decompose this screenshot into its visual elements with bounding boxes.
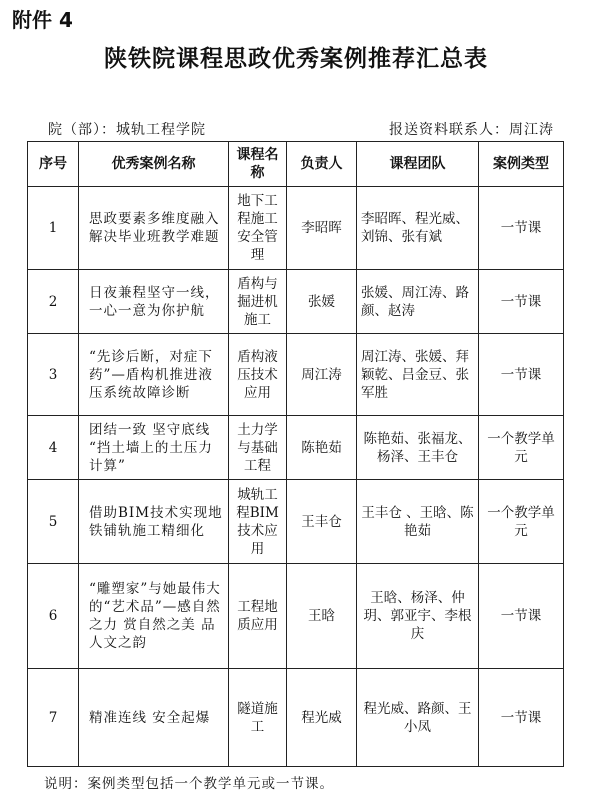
cell-team: 王晗、杨泽、仲玥、郭亚宇、李根庆: [357, 564, 479, 669]
cell-case-name: 借助BIM技术实现地铁铺轨施工精细化: [79, 480, 229, 564]
cell-index: 6: [28, 564, 79, 669]
cell-team: 陈艳茹、张福龙、 杨泽、王丰仓: [357, 416, 479, 480]
cell-case-name: “雕塑家”与她最伟大的“艺术品”—感自然之力 赏自然之美 品人文之韵: [79, 564, 229, 669]
cell-team: 周江涛、张媛、拜颖乾、吕金豆、张军胜: [357, 334, 479, 416]
header-case-name: 优秀案例名称: [79, 142, 229, 187]
contact-line: 报送资料联系人：周江涛: [389, 122, 554, 138]
cell-index: 7: [28, 669, 79, 767]
cell-lead: 王晗: [287, 564, 357, 669]
cell-team: 王丰仓 、王晗、陈艳茹: [357, 480, 479, 564]
cell-lead: 王丰仓: [287, 480, 357, 564]
table-row: [28, 669, 564, 767]
header-case-type: 案例类型: [479, 142, 564, 187]
cell-case-type: 一节课: [479, 564, 564, 669]
cell-lead: 周江涛: [287, 334, 357, 416]
table-row: [28, 187, 564, 270]
department-line: 院（部）：城轨工程学院: [48, 122, 206, 138]
cell-course-name: 土力学与基础工程: [229, 416, 287, 480]
table-row: [28, 334, 564, 416]
cell-index: 1: [28, 187, 79, 270]
table-row: [28, 270, 564, 334]
cell-lead: 陈艳茹: [287, 416, 357, 480]
cell-course-name: 隧道施工: [229, 669, 287, 767]
cell-course-name: 盾构与掘进机施工: [229, 270, 287, 334]
cell-case-type: 一节课: [479, 334, 564, 416]
cell-course-name: 盾构液压技术应用: [229, 334, 287, 416]
cell-case-name: 日夜兼程坚守一线，一心一意为你护航: [79, 270, 229, 334]
cell-team: 李昭晖、程光威、刘锦、张有斌: [357, 187, 479, 270]
cell-team: 张媛、周江涛、路颜、赵涛: [357, 270, 479, 334]
cell-index: 3: [28, 334, 79, 416]
attachment-label: 附件 4: [12, 8, 73, 32]
header-team: 课程团队: [357, 142, 479, 187]
cell-index: 4: [28, 416, 79, 480]
cell-index: 5: [28, 480, 79, 564]
page-title: 陕铁院课程思政优秀案例推荐汇总表: [104, 45, 488, 72]
cell-case-type: 一节课: [479, 669, 564, 767]
header-lead: 负责人: [287, 142, 357, 187]
footnote: 说明：案例类型包括一个教学单元或一节课。: [44, 776, 334, 792]
cell-case-name: 团结一致 坚守底线 “挡土墙上的土压力计算”: [79, 416, 229, 480]
cell-lead: 程光威: [287, 669, 357, 767]
table-row: [28, 564, 564, 669]
header-index: 序号: [28, 142, 79, 187]
cell-case-type: 一个教学单元: [479, 480, 564, 564]
table-row: [28, 416, 564, 480]
cell-case-name: 精准连线 安全起爆: [79, 669, 229, 767]
header-course-name: 课程名称: [229, 142, 287, 187]
case-summary-table: [27, 141, 564, 767]
cell-course-name: 工程地质应用: [229, 564, 287, 669]
cell-case-name: 思政要素多维度融入 解决毕业班教学难题: [79, 187, 229, 270]
cell-case-name: “先诊后断，对症下药”—盾构机推进液压系统故障诊断: [79, 334, 229, 416]
cell-case-type: 一个教学单元: [479, 416, 564, 480]
cell-case-type: 一节课: [479, 270, 564, 334]
cell-course-name: 地下工程施工安全管理: [229, 187, 287, 270]
cell-case-type: 一节课: [479, 187, 564, 270]
table-row: [28, 480, 564, 564]
cell-team: 程光威、路颜、王小凤: [357, 669, 479, 767]
table-header-row: [28, 142, 564, 187]
cell-index: 2: [28, 270, 79, 334]
cell-lead: 张媛: [287, 270, 357, 334]
cell-course-name: 城轨工程BIM技术应用: [229, 480, 287, 564]
cell-lead: 李昭晖: [287, 187, 357, 270]
